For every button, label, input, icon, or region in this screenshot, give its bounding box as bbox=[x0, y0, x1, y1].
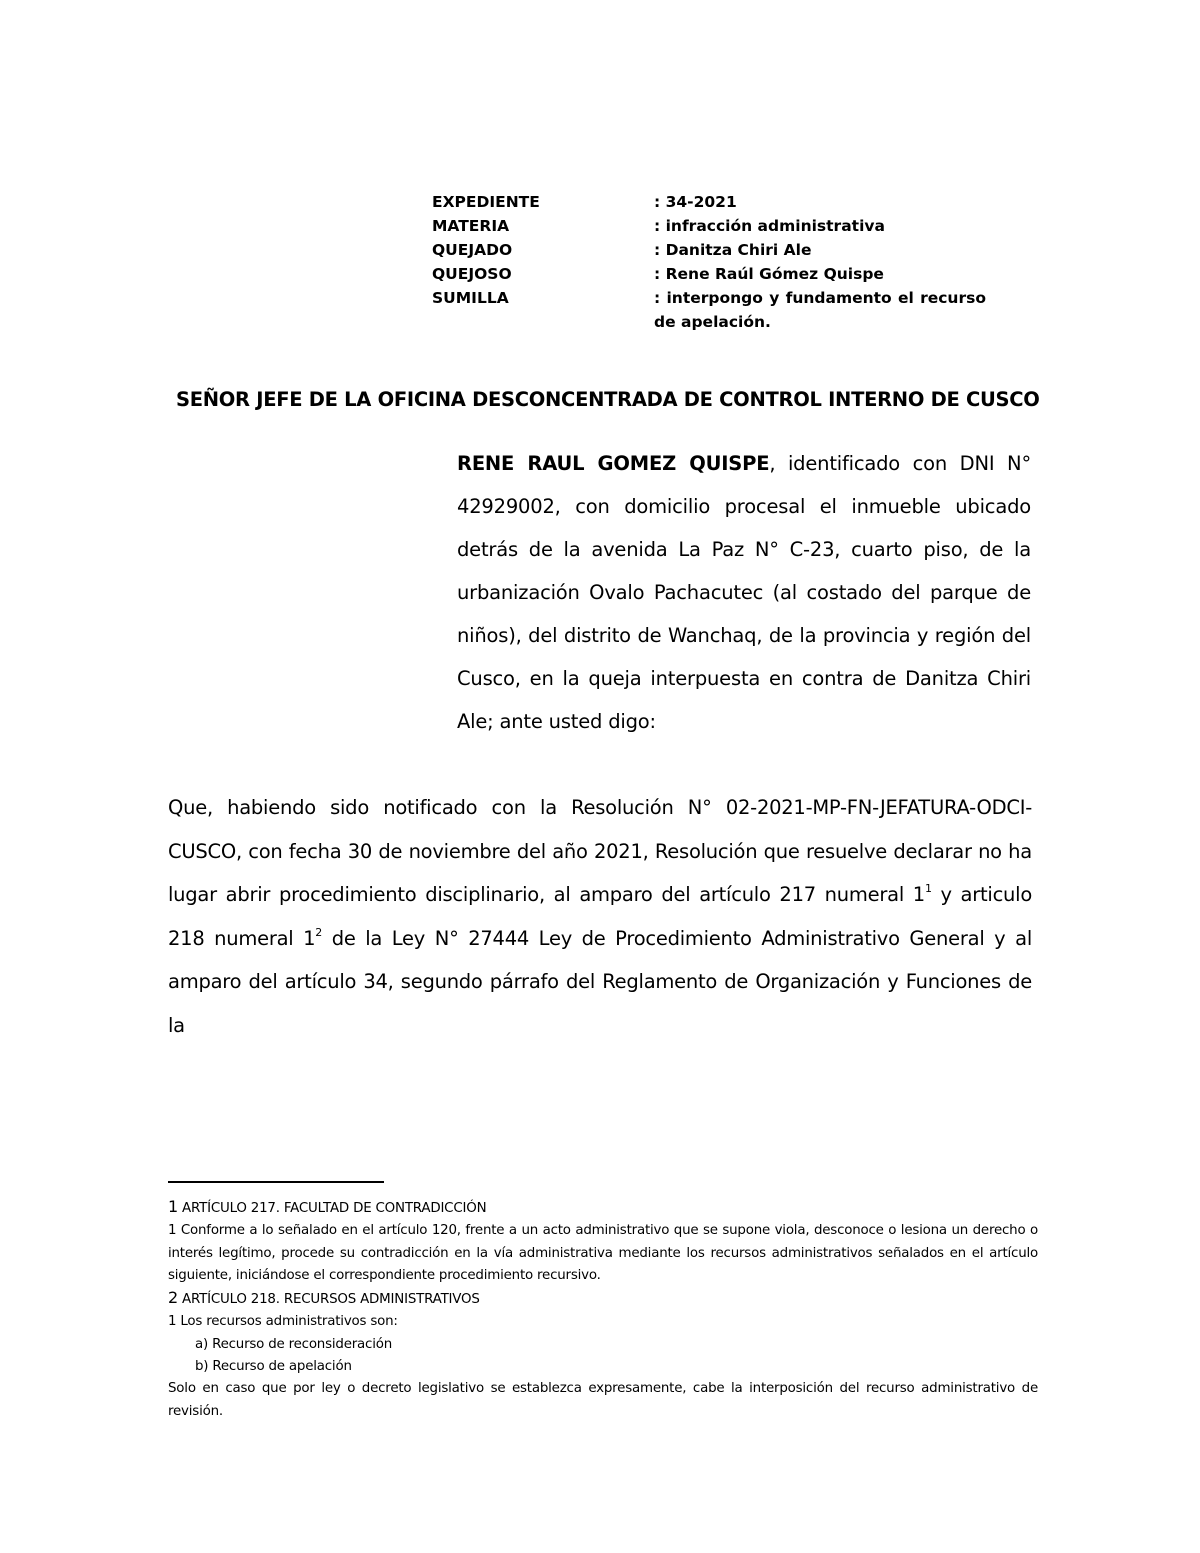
intro-paragraph bbox=[457, 442, 1031, 743]
footnote-heading: ARTÍCULO 218. RECURSOS ADMINISTRATIVOS bbox=[177, 1292, 480, 1308]
header-value: : Danitza Chiri Ale bbox=[654, 241, 812, 259]
header-value: : interpongo y fundamento el recurso de apelación. bbox=[654, 289, 986, 331]
footnote-ref-1[interactable]: 1 bbox=[924, 882, 932, 895]
footnote-1-text: 1 Conforme a lo señalado en el artículo 120, frente a un acto administrativo que se supone viola, desconoce o lesiona un derecho o interés legítimo, procede su contradicción en la vía administrativa mediante los recursos administrativos señalados en el artículo siguiente, iniciándose el correspondiente procedimiento recursivo. bbox=[168, 1223, 1038, 1283]
body-paragraph bbox=[168, 786, 1032, 1047]
header-value: : 34-2021 bbox=[654, 193, 737, 211]
footnotes bbox=[168, 1196, 1038, 1423]
footnote-2-line: 1 Los recursos administrativos son: bbox=[168, 1314, 398, 1330]
footnote-1-title bbox=[168, 1196, 1038, 1220]
footnote-2-title bbox=[168, 1287, 1038, 1311]
footnote-ref-2[interactable]: 2 bbox=[315, 925, 323, 939]
header-key: EXPEDIENTE bbox=[432, 193, 540, 211]
header-value: : infracción administrativa bbox=[654, 217, 885, 235]
body-text: de la Ley N° 27444 Ley de Procedimiento Administrativo General y al amparo del artículo 34, segundo párrafo del Reglamento de Organización y Funciones de la bbox=[168, 926, 1032, 1037]
footnote-2-item-a: a) Recurso de reconsideración bbox=[195, 1336, 393, 1352]
body-text: y articulo 218 numeral 1 bbox=[168, 883, 1032, 950]
complainant-name: RENE RAUL GOMEZ QUISPE bbox=[457, 452, 770, 475]
intro-text: , identificado con DNI N° 42929002, con domicilio procesal el inmueble ubicado detrás de la avenida La Paz N° C-23, cuarto piso, de la urbanización Ovalo Pachacutec (al costado del parque de niños), del distrito de Wanchaq, de la provincia y región del Cusco, en la queja interpuesta en contra de Danitza Chiri Ale; ante usted digo: bbox=[457, 452, 1031, 733]
header-key: QUEJADO bbox=[432, 241, 513, 259]
footnote-2-item-b: b) Recurso de apelación bbox=[195, 1359, 352, 1375]
footnote-2-text: Solo en caso que por ley o decreto legislativo se establezca expresamente, cabe la interposición del recurso administrativo de revisión. bbox=[168, 1381, 1038, 1419]
footnote-number: 1 bbox=[168, 1197, 178, 1216]
footnote-heading: ARTÍCULO 217. FACULTAD DE CONTRADICCIÓN bbox=[177, 1201, 487, 1216]
header-value: : Rene Raúl Gómez Quispe bbox=[654, 265, 884, 283]
footnote-number: 2 bbox=[168, 1288, 178, 1308]
header-key: SUMILLA bbox=[432, 289, 509, 307]
addressee-title: SEÑOR JEFE DE LA OFICINA DESCONCENTRADA DE CONTROL INTERNO DE CUSCO bbox=[176, 388, 1040, 411]
body-text: Que, habiendo sido notificado con la Resolución N° 02-2021-MP-FN-JEFATURA-ODCI-CUSCO, con fecha 30 de noviembre del año 2021, Resolución que resuelve declarar no ha lugar abrir procedimiento disciplinario, al amparo del artículo 217 numeral 1 bbox=[168, 796, 1032, 906]
footnote-divider bbox=[168, 1181, 384, 1183]
header-key: MATERIA bbox=[432, 217, 510, 235]
header-key: QUEJOSO bbox=[432, 265, 512, 283]
